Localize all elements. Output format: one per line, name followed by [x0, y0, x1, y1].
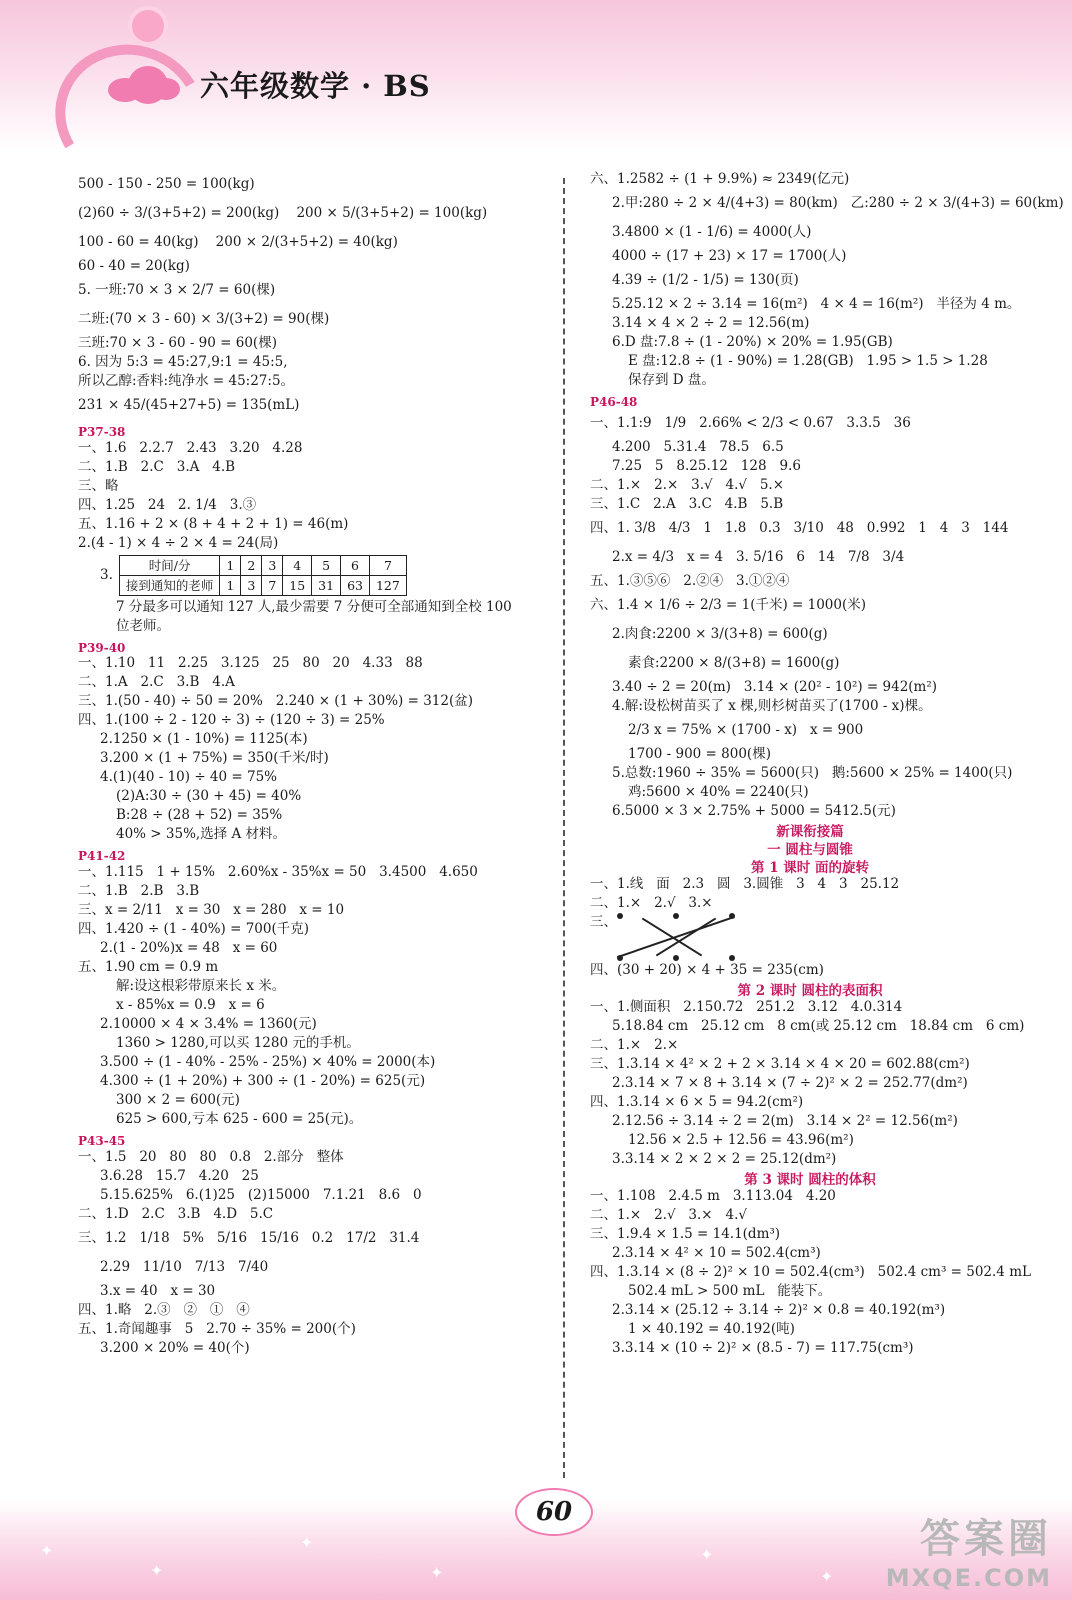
- answer-line: 300 × 2 = 600(元): [116, 1092, 240, 1109]
- answer-line: 二、1.× 2.× 3.√ 4.√ 5.×: [590, 476, 785, 493]
- answer-line: 5.总数:1960 ÷ 35% = 5600(只) 鹅:5600 × 25% = 1400(只): [612, 764, 1013, 781]
- answer-line: 一、1.108 2.4.5 m 3.113.04 4.20: [590, 1188, 836, 1205]
- answer-line: 1 × 40.192 = 40.192(吨): [628, 1321, 795, 1338]
- answer-line: 四、1.420 ÷ (1 - 40%) = 700(千克): [78, 921, 310, 938]
- answer-line: 502.4 mL > 500 mL 能装下。: [628, 1283, 832, 1300]
- answer-line: 所以乙醇:香料:纯净水 = 45:27:5。: [78, 373, 295, 389]
- answer-line: 五、1.③⑤⑥ 2.②④ 3.①②④: [590, 572, 790, 589]
- left-column: [78, 170, 558, 1358]
- table-cell: 1: [220, 575, 241, 595]
- notify-table: [119, 555, 407, 596]
- block-p35-36: [78, 170, 558, 420]
- answer-line: 三、1.(50 - 40) ÷ 50 = 20% 2.240 × (1 + 30%) = 312(盆): [78, 693, 474, 710]
- answer-line: 3.14 × 4 × 2 ÷ 2 = 12.56(m): [612, 315, 810, 331]
- answer-line: 三、1.3.14 × 4² × 2 + 2 × 3.14 × 4 × 20 = 602.88(cm²): [590, 1056, 970, 1073]
- answer-line: 二、1.× 2.×: [590, 1037, 679, 1054]
- match-line: [617, 916, 735, 958]
- answer-line: 6. 因为 5:3 = 45:27,9:1 = 45:5,: [78, 354, 288, 370]
- answer-line: 4.200 5.31.4 78.5 6.5: [612, 438, 784, 455]
- match-dot: [617, 913, 623, 919]
- answer-line: 625 > 600,亏本 625 - 600 = 25(元)。: [116, 1111, 363, 1128]
- answer-line: 40% > 35%,选择 A 材料。: [116, 826, 287, 843]
- table-cell: 时间/分: [119, 555, 220, 575]
- answer-line: 1700 - 900 = 800(棵): [628, 745, 771, 762]
- table-cell: 63: [341, 575, 370, 595]
- answer-line: (2)60 ÷ 3/(3+5+2) = 200(kg) 200 × 5/(3+5+2) = 100(kg): [78, 205, 488, 221]
- answer-line: x - 85%x = 0.9 x = 6: [116, 997, 265, 1014]
- answer-line: 四、1.3.14 × (8 ÷ 2)² × 10 = 502.4(cm³) 502.4 cm³ = 502.4 mL: [590, 1264, 1031, 1281]
- answer-line: 五、1.16 + 2 × (8 + 4 + 2 + 1) = 46(m): [78, 515, 349, 532]
- answer-line: 五、1.奇闻趣事 5 2.70 ÷ 35% = 200(个): [78, 1320, 356, 1337]
- answer-line: 二、1.× 2.√ 3.× 4.√: [590, 1207, 747, 1224]
- answer-line: 3.200 × 20% = 40(个): [100, 1339, 250, 1356]
- answer-line: 三、略: [78, 477, 119, 494]
- matching-lines-diagram: [617, 913, 737, 961]
- section-heading: 新课衔接篇: [776, 823, 844, 840]
- star-icon: ✦: [430, 1563, 444, 1582]
- answer-line: 2.肉食:2200 × 3/(3+8) = 600(g): [612, 625, 828, 642]
- answer-line: 5.25.12 × 2 ÷ 3.14 = 16(m²) 4 × 4 = 16(m²) 半径为 4 m。: [612, 296, 1021, 312]
- star-icon: ✦: [40, 1541, 54, 1560]
- match-line: [656, 918, 716, 957]
- answer-line: 一、1.6 2.2.7 2.43 3.20 4.28: [78, 439, 303, 456]
- answer-line: 一、1.5 20 80 80 0.8 2.部分 整体: [78, 1148, 344, 1165]
- star-icon: ✦: [700, 1545, 714, 1564]
- watermark-url: MXQE.COM: [885, 1564, 1052, 1592]
- answer-line: 五、1.90 cm = 0.9 m: [78, 959, 219, 976]
- answer-line: 7 分最多可以通知 127 人,最少需要 7 分便可全部通知到全校 100: [116, 598, 512, 615]
- lesson-heading: 第 2 课时 圆柱的表面积: [737, 983, 883, 1000]
- answer-line: 四、(30 + 20) × 4 + 35 = 235(cm): [590, 962, 824, 979]
- answer-line: 解:设这根彩带原来长 x 米。: [116, 978, 286, 995]
- answer-line: 鸡:5600 × 40% = 2240(只): [628, 783, 809, 800]
- answer-line: 二、1.B 2.C 3.A 4.B: [78, 458, 236, 475]
- answer-line: 素食:2200 × 8/(3+8) = 1600(g): [628, 654, 840, 671]
- answer-line: 12.56 × 2.5 + 12.56 = 43.96(m²): [628, 1132, 854, 1149]
- table-cell: 7: [262, 575, 283, 595]
- watermark: [886, 1507, 1052, 1592]
- answer-line: 三、1.C 2.A 3.C 4.B 5.B: [590, 495, 784, 512]
- answer-line: 7.25 5 8.25.12 128 9.6: [612, 457, 801, 474]
- answer-line: 二、1.× 2.√ 3.×: [590, 895, 713, 912]
- answer-line: 3.4800 × (1 - 1/6) = 4000(人): [612, 224, 812, 240]
- column-divider: [563, 178, 565, 1478]
- table-cell: 3: [262, 555, 283, 575]
- answer-line: 三班:70 × 3 - 60 - 90 = 60(棵): [78, 335, 277, 351]
- answer-line: 3.3.14 × 2 × 2 × 2 = 25.12(dm²): [612, 1151, 837, 1168]
- answer-line: 2.3.14 × (25.12 ÷ 3.14 ÷ 2)² × 0.8 = 40.192(m³): [612, 1302, 946, 1319]
- answer-line: 三、1.9.4 × 1.5 = 14.1(dm³): [590, 1226, 781, 1243]
- answer-line: 4.39 ÷ (1/2 - 1/5) = 130(页): [612, 272, 799, 288]
- table-cell: 6: [341, 555, 370, 575]
- page-title: 六年级数学 · BS: [200, 69, 431, 103]
- answer-line: 四、1.3.14 × 6 × 5 = 94.2(cm²): [590, 1094, 804, 1111]
- cloud-icon: [152, 78, 180, 100]
- answer-line: 2.3.14 × 4² × 10 = 502.4(cm³): [612, 1245, 821, 1262]
- table-cell: 接到通知的老师: [119, 575, 220, 595]
- page-number: 60: [515, 1488, 593, 1536]
- table-cell: 15: [283, 575, 312, 595]
- table-cell: 4: [283, 555, 312, 575]
- answer-line: 3.6.28 15.7 4.20 25: [100, 1167, 259, 1184]
- answer-line: 500 - 150 - 250 = 100(kg): [78, 176, 255, 192]
- answer-line: 3.: [100, 567, 113, 584]
- answer-line: 4.解:设松树苗买了 x 棵,则杉树苗买了(1700 - x)棵。: [612, 697, 932, 714]
- answer-line: 3.500 ÷ (1 - 40% - 25% - 25%) × 40% = 2000(本): [100, 1054, 436, 1071]
- answer-line: 二、1.D 2.C 3.B 4.D 5.C: [78, 1205, 274, 1222]
- answer-line: 5.18.84 cm 25.12 cm 8 cm(或 25.12 cm 18.84 cm 6 cm): [612, 1018, 1025, 1035]
- answer-line: 六、1.2582 ÷ (1 + 9.9%) ≈ 2349(亿元): [590, 171, 850, 187]
- notify-table-row: [100, 555, 558, 596]
- answer-line: 2.3.14 × 7 × 8 + 3.14 × (7 ÷ 2)² × 2 = 252.77(dm²): [612, 1075, 968, 1092]
- answer-line: 2.1250 × (1 - 10%) = 1125(本): [100, 731, 308, 748]
- answer-line: 四、1. 3/8 4/3 1 1.8 0.3 3/10 48 0.992 1 4 3 144: [590, 519, 1009, 536]
- answer-line: 一、1.线 面 2.3 圆 3.圆锥 3 4 3 25.12: [590, 876, 900, 893]
- section-label: P39-40: [78, 640, 126, 655]
- answer-line: 5.15.625% 6.(1)25 (2)15000 7.1.21 8.6 0: [100, 1186, 422, 1203]
- star-icon: ✦: [300, 1533, 314, 1552]
- answer-line: 2.29 11/10 7/13 7/40: [100, 1258, 269, 1275]
- answer-line: 三、x = 2/11 x = 30 x = 280 x = 10: [78, 902, 345, 919]
- answer-line: 231 × 45/(45+27+5) = 135(mL): [78, 397, 300, 413]
- answer-line: B:28 ÷ (28 + 52) = 35%: [116, 807, 283, 824]
- watermark-logo: 答案圈: [920, 1516, 1052, 1562]
- answer-line: 二、1.B 2.B 3.B: [78, 883, 200, 900]
- answer-line: 3.40 ÷ 2 = 20(m) 3.14 × (20² - 10²) = 942(m²): [612, 678, 938, 695]
- answer-line: 保存到 D 盘。: [628, 372, 715, 388]
- answer-line: 2.甲:280 ÷ 2 × 4/(4+3) = 80(km) 乙:280 ÷ 2 × 3/(4+3) = 60(km): [612, 195, 1064, 211]
- answer-line: 100 - 60 = 40(kg) 200 × 2/(3+5+2) = 40(kg): [78, 234, 398, 250]
- match-dot: [673, 913, 679, 919]
- section-label: P43-45: [78, 1134, 126, 1149]
- answer-line: 位老师。: [116, 617, 170, 634]
- section-label: P46-48: [590, 395, 638, 409]
- table-cell: 2: [241, 555, 262, 575]
- answer-line: 四、1.25 24 2. 1/4 3.③: [78, 496, 257, 513]
- answer-line: E 盘:12.8 ÷ (1 - 90%) = 1.28(GB) 1.95 > 1.5 > 1.28: [628, 353, 988, 369]
- table-cell: 7: [369, 555, 406, 575]
- right-column: [590, 170, 1064, 1358]
- answer-line: 六、1.4 × 1/6 ÷ 2/3 = 1(千米) = 1000(米): [590, 596, 867, 613]
- answer-line: 2.x = 4/3 x = 4 3. 5/16 6 14 7/8 3/4: [612, 548, 905, 565]
- answer-line: 四、1.(100 ÷ 2 - 120 ÷ 3) ÷ (120 ÷ 3) = 25%: [78, 712, 385, 729]
- table-cell: 1: [220, 555, 241, 575]
- star-icon: ✦: [150, 1561, 164, 1580]
- answer-line: 6.D 盘:7.8 ÷ (1 - 20%) × 20% = 1.95(GB): [612, 334, 893, 350]
- star-icon: ✦: [820, 1567, 834, 1586]
- answer-line: 三、: [590, 914, 617, 931]
- answer-line: 3.x = 40 x = 30: [100, 1282, 216, 1299]
- table-cell: 31: [312, 575, 341, 595]
- answer-line: 4.(1)(40 - 10) ÷ 40 = 75%: [100, 769, 278, 786]
- answer-line: 一、1.10 11 2.25 3.125 25 80 20 4.33 88: [78, 655, 423, 672]
- match-dot: [673, 955, 679, 961]
- answer-line: 一、1.1:9 1/9 2.66% < 2/3 < 0.67 3.3.5 36: [590, 414, 911, 431]
- sun-icon: [132, 10, 164, 42]
- match-dot: [729, 955, 735, 961]
- answer-line: 6.5000 × 3 × 2.75% + 5000 = 5412.5(元): [612, 802, 896, 819]
- table-cell: 3: [241, 575, 262, 595]
- answer-line: 60 - 40 = 20(kg): [78, 258, 190, 274]
- answer-line: 四、1.略 2.③ ② ① ④: [78, 1301, 250, 1318]
- answer-line: 2.(4 - 1) × 4 ÷ 2 × 4 = 24(局): [78, 534, 279, 551]
- answer-line: 2.10000 × 4 × 3.4% = 1360(元): [100, 1016, 317, 1033]
- answer-line: 2.(1 - 20%)x = 48 x = 60: [100, 940, 278, 957]
- answer-line: 4000 ÷ (17 + 23) × 17 = 1700(人): [612, 248, 847, 264]
- answer-line: (2)A:30 ÷ (30 + 45) = 40%: [116, 788, 302, 805]
- table-cell: 127: [369, 575, 406, 595]
- lesson-heading: 第 3 课时 圆柱的体积: [744, 1172, 876, 1189]
- answer-line: 3.200 × (1 + 75%) = 350(千米/时): [100, 750, 329, 767]
- lesson-heading: 第 1 课时 面的旋转: [751, 859, 869, 876]
- answer-line: 二、1.A 2.C 3.B 4.A: [78, 674, 235, 691]
- table-cell: 5: [312, 555, 341, 575]
- answer-line: 4.300 ÷ (1 + 20%) + 300 ÷ (1 - 20%) = 625(元): [100, 1073, 426, 1090]
- answer-line: 二班:(70 × 3 - 60) × 3/(3+2) = 90(棵): [78, 311, 330, 327]
- answer-line: 2.12.56 ÷ 3.14 ÷ 2 = 2(m) 3.14 × 2² = 12.56(m²): [612, 1113, 958, 1130]
- answer-line: 2/3 x = 75% × (1700 - x) x = 900: [628, 721, 864, 738]
- answer-line: 5. 一班:70 × 3 × 2/7 = 60(棵): [78, 282, 276, 298]
- section-label: P41-42: [78, 849, 126, 864]
- answer-line: 三、1.2 1/18 5% 5/16 15/16 0.2 17/2 31.4: [78, 1229, 420, 1246]
- answer-line: 1360 > 1280,可以买 1280 元的手机。: [116, 1035, 360, 1052]
- answer-line: 一、1.侧面积 2.150.72 251.2 3.12 4.0.314: [590, 999, 903, 1016]
- answer-line: 一、1.115 1 + 15% 2.60%x - 35%x = 50 3.4500 4.650: [78, 864, 478, 881]
- unit-heading: 一 圆柱与圆锥: [767, 841, 853, 858]
- matching-answer: [590, 913, 1030, 961]
- section-label: P37-38: [78, 425, 126, 439]
- answer-line: 3.3.14 × (10 ÷ 2)² × (8.5 - 7) = 117.75(cm³): [612, 1340, 914, 1357]
